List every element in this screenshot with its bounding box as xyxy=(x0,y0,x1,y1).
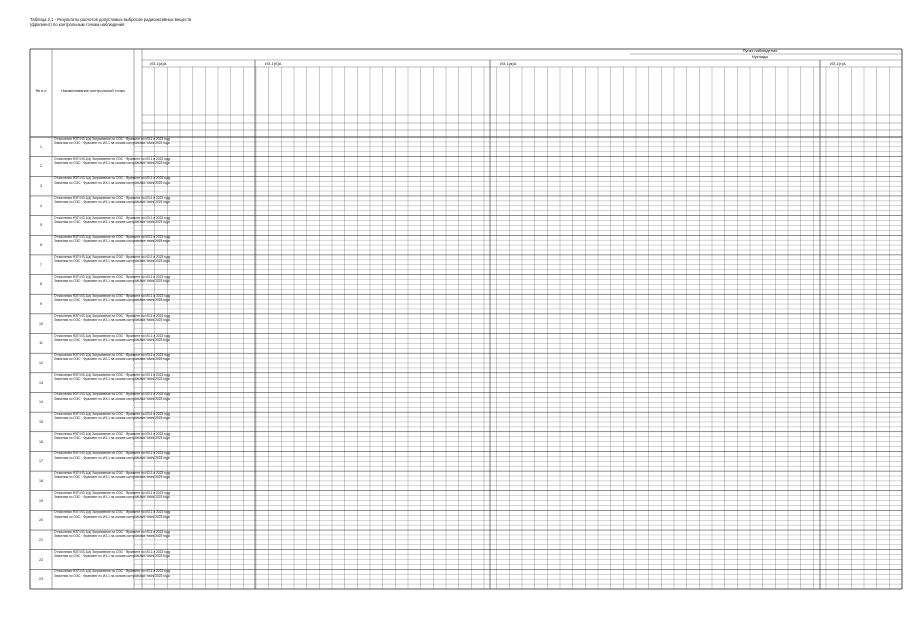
row-number: 9 xyxy=(40,302,42,307)
row-number: 5 xyxy=(40,223,42,228)
row-description: Значения по ОЭС · Фрагмент по ИЗ-1 на основе контрольных точек 2023 года xyxy=(54,337,170,342)
row-description: Значения по ОЭС · Фрагмент по ИЗ-1 на основе контрольных точек 2023 года xyxy=(54,239,170,244)
row-description: Значения по ОЭС · Фрагмент по ИЗ-1 на основе контрольных точек 2023 года xyxy=(54,377,170,382)
row-number: 12 xyxy=(39,361,43,365)
row-description: Значения по ОЭС · Фрагмент по ИЗ-1 на основе контрольных точек 2023 года xyxy=(54,494,170,499)
table-caption xyxy=(30,17,450,27)
row-description: Отчисления ФЗП ИЗ-1(а) Загрязнение по ОЭС · Фрагмент по ИЗ-1 в 2023 году xyxy=(54,156,171,161)
row-description: Отчисления ФЗП ИЗ-1(а) Загрязнение по ОЭС · Фрагмент по ИЗ-1 в 2023 году xyxy=(54,294,171,299)
row-description: Отчисления ФЗП ИЗ-1(а) Загрязнение по ОЭС · Фрагмент по ИЗ-1 в 2023 году xyxy=(54,176,171,181)
row-number: 13 xyxy=(39,380,43,385)
row-description: Значения по ОЭС · Фрагмент по ИЗ-1 на основе контрольных точек 2023 года xyxy=(54,259,170,264)
row-description: Значения по ОЭС · Фрагмент по ИЗ-1 на основе контрольных точек 2023 года xyxy=(54,160,170,165)
row-description: Отчисления ФЗП ИЗ-1(а) Загрязнение по ОЭС · Фрагмент по ИЗ-1 в 2023 году xyxy=(54,215,171,220)
header-col-name: Наименование контрольной точки xyxy=(61,88,125,93)
row-description: Значения по ОЭС · Фрагмент по ИЗ-1 на основе контрольных точек 2023 года xyxy=(54,514,170,519)
row-description: Отчисления ФЗП ИЗ-1(а) Загрязнение по ОЭС · Фрагмент по ИЗ-1 в 2023 году xyxy=(54,549,171,554)
row-description: Значения по ОЭС · Фрагмент по ИЗ-1 на основе контрольных точек 2023 года xyxy=(54,396,170,401)
header-col-no: № п.п xyxy=(35,88,47,93)
row-number: 3 xyxy=(40,184,42,189)
row-number: 4 xyxy=(40,203,42,208)
row-description: Отчисления ФЗП ИЗ-1(а) Загрязнение по ОЭС · Фрагмент по ИЗ-1 в 2023 году xyxy=(54,392,171,397)
header-top-group: Пункт наблюдения xyxy=(742,48,778,53)
row-number: 11 xyxy=(39,341,43,346)
row-number: 19 xyxy=(39,498,43,503)
row-description: Значения по ОЭС · Фрагмент по ИЗ-1 на основе контрольных точек 2023 года xyxy=(54,200,170,205)
caption-line-1: Таблица 2.1 - Результаты расчетов допустимых выбросов радиоактивных веществ xyxy=(30,17,192,22)
row-description: Отчисления ФЗП ИЗ-1(а) Загрязнение по ОЭС · Фрагмент по ИЗ-1 в 2023 году xyxy=(54,333,171,338)
row-description: Отчисления ФЗП ИЗ-1(а) Загрязнение по ОЭС · Фрагмент по ИЗ-1 в 2023 году xyxy=(54,490,171,495)
row-number: 20 xyxy=(39,518,43,523)
row-description: Значения по ОЭС · Фрагмент по ИЗ-1 на основе контрольных точек 2023 года xyxy=(54,318,170,323)
row-description: Отчисления ФЗП ИЗ-1(а) Загрязнение по ОЭС · Фрагмент по ИЗ-1 в 2023 году xyxy=(54,451,171,456)
row-description: Значения по ОЭС · Фрагмент по ИЗ-1 на основе контрольных точек 2023 года xyxy=(54,180,170,185)
header-group-4: ИЗ-1(г)А xyxy=(830,61,846,66)
row-description: Значения по ОЭС · Фрагмент по ИЗ-1 на основе контрольных точек 2023 года xyxy=(54,573,170,578)
row-number: 22 xyxy=(39,557,43,562)
data-table xyxy=(30,49,902,589)
row-description: Отчисления ФЗП ИЗ-1(а) Загрязнение по ОЭС · Фрагмент по ИЗ-1 в 2023 году xyxy=(54,353,171,358)
row-description: Значения по ОЭС · Фрагмент по ИЗ-1 на основе контрольных точек 2023 года xyxy=(54,455,170,460)
row-number: 8 xyxy=(40,282,42,287)
row-description: Отчисления ФЗП ИЗ-1(а) Загрязнение по ОЭС · Фрагмент по ИЗ-1 в 2023 году xyxy=(54,471,171,476)
row-description: Отчисления ФЗП ИЗ-1(а) Загрязнение по ОЭС · Фрагмент по ИЗ-1 в 2023 году xyxy=(54,372,171,377)
header-group-3: ИЗ-1(в)А xyxy=(500,61,517,66)
row-description: Значения по ОЭС · Фрагмент по ИЗ-1 на основе контрольных точек 2023 года xyxy=(54,475,170,480)
row-description: Отчисления ФЗП ИЗ-1(а) Загрязнение по ОЭС · Фрагмент по ИЗ-1 в 2023 году xyxy=(54,274,171,279)
row-description: Отчисления ФЗП ИЗ-1(а) Загрязнение по ОЭС · Фрагмент по ИЗ-1 в 2023 году xyxy=(54,235,171,240)
row-number: 16 xyxy=(39,439,43,444)
row-number: 7 xyxy=(40,262,42,267)
row-description: Отчисления ФЗП ИЗ-1(а) Загрязнение по ОЭС · Фрагмент по ИЗ-1 в 2023 году xyxy=(54,412,171,417)
row-number: 6 xyxy=(40,243,42,248)
row-number: 18 xyxy=(39,478,43,483)
row-number: 14 xyxy=(39,400,43,405)
row-description: Значения по ОЭС · Фрагмент по ИЗ-1 на основе контрольных точек 2023 года xyxy=(54,553,170,558)
header-group-2: ИЗ-1(б)А xyxy=(265,61,282,66)
row-description: Значения по ОЭС · Фрагмент по ИЗ-1 на основе контрольных точек 2023 года xyxy=(54,534,170,539)
row-number: 17 xyxy=(39,459,43,464)
row-description: Значения по ОЭС · Фрагмент по ИЗ-1 на основе контрольных точек 2023 года xyxy=(54,298,170,303)
row-number: 15 xyxy=(39,419,43,424)
row-description: Отчисления ФЗП ИЗ-1(а) Загрязнение по ОЭС · Фрагмент по ИЗ-1 в 2023 году xyxy=(54,569,171,574)
row-description: Значения по ОЭС · Фрагмент по ИЗ-1 на основе контрольных точек 2023 года xyxy=(54,278,170,283)
row-number: 21 xyxy=(39,537,43,542)
row-description: Отчисления ФЗП ИЗ-1(а) Загрязнение по ОЭС · Фрагмент по ИЗ-1 в 2023 году xyxy=(54,195,171,200)
row-description: Отчисления ФЗП ИЗ-1(а) Загрязнение по ОЭС · Фрагмент по ИЗ-1 в 2023 году xyxy=(54,254,171,259)
row-description: Значения по ОЭС · Фрагмент по ИЗ-1 на основе контрольных точек 2023 года xyxy=(54,357,170,362)
row-description: Отчисления ФЗП ИЗ-1(а) Загрязнение по ОЭС · Фрагмент по ИЗ-1 в 2023 году xyxy=(54,313,171,318)
row-description: Значения по ОЭС · Фрагмент по ИЗ-1 на основе контрольных точек 2023 года xyxy=(54,435,170,440)
row-description: Значения по ОЭС · Фрагмент по ИЗ-1 на основе контрольных точек 2023 года xyxy=(54,416,170,421)
row-number: 1 xyxy=(40,144,42,149)
row-description: Значения по ОЭС · Фрагмент по ИЗ-1 на основе контрольных точек 2023 года xyxy=(54,219,170,224)
row-description: Значения по ОЭС · Фрагмент по ИЗ-1 на основе контрольных точек 2023 года xyxy=(54,141,170,146)
row-description: Отчисления ФЗП ИЗ-1(а) Загрязнение по ОЭС · Фрагмент по ИЗ-1 в 2023 году xyxy=(54,510,171,515)
row-number: 2 xyxy=(40,164,42,169)
document-sheet xyxy=(30,17,902,589)
caption-line-2: (фрагмент) по контрольным точкам наблюдения xyxy=(30,22,125,27)
header-group-1: ИЗ-1(а)А xyxy=(150,61,167,66)
row-number: 10 xyxy=(39,321,43,326)
row-description: Отчисления ФЗП ИЗ-1(а) Загрязнение по ОЭС · Фрагмент по ИЗ-1 в 2023 году xyxy=(54,530,171,535)
header-top-subgroup: Нуклиды xyxy=(751,54,769,59)
row-number: 23 xyxy=(39,577,43,582)
row-description: Отчисления ФЗП ИЗ-1(а) Загрязнение по ОЭС · Фрагмент по ИЗ-1 в 2023 году xyxy=(54,431,171,436)
row-description: Отчисления ФЗП ИЗ-1(а) Загрязнение по ОЭС · Фрагмент по ИЗ-1 в 2023 году xyxy=(54,137,171,141)
